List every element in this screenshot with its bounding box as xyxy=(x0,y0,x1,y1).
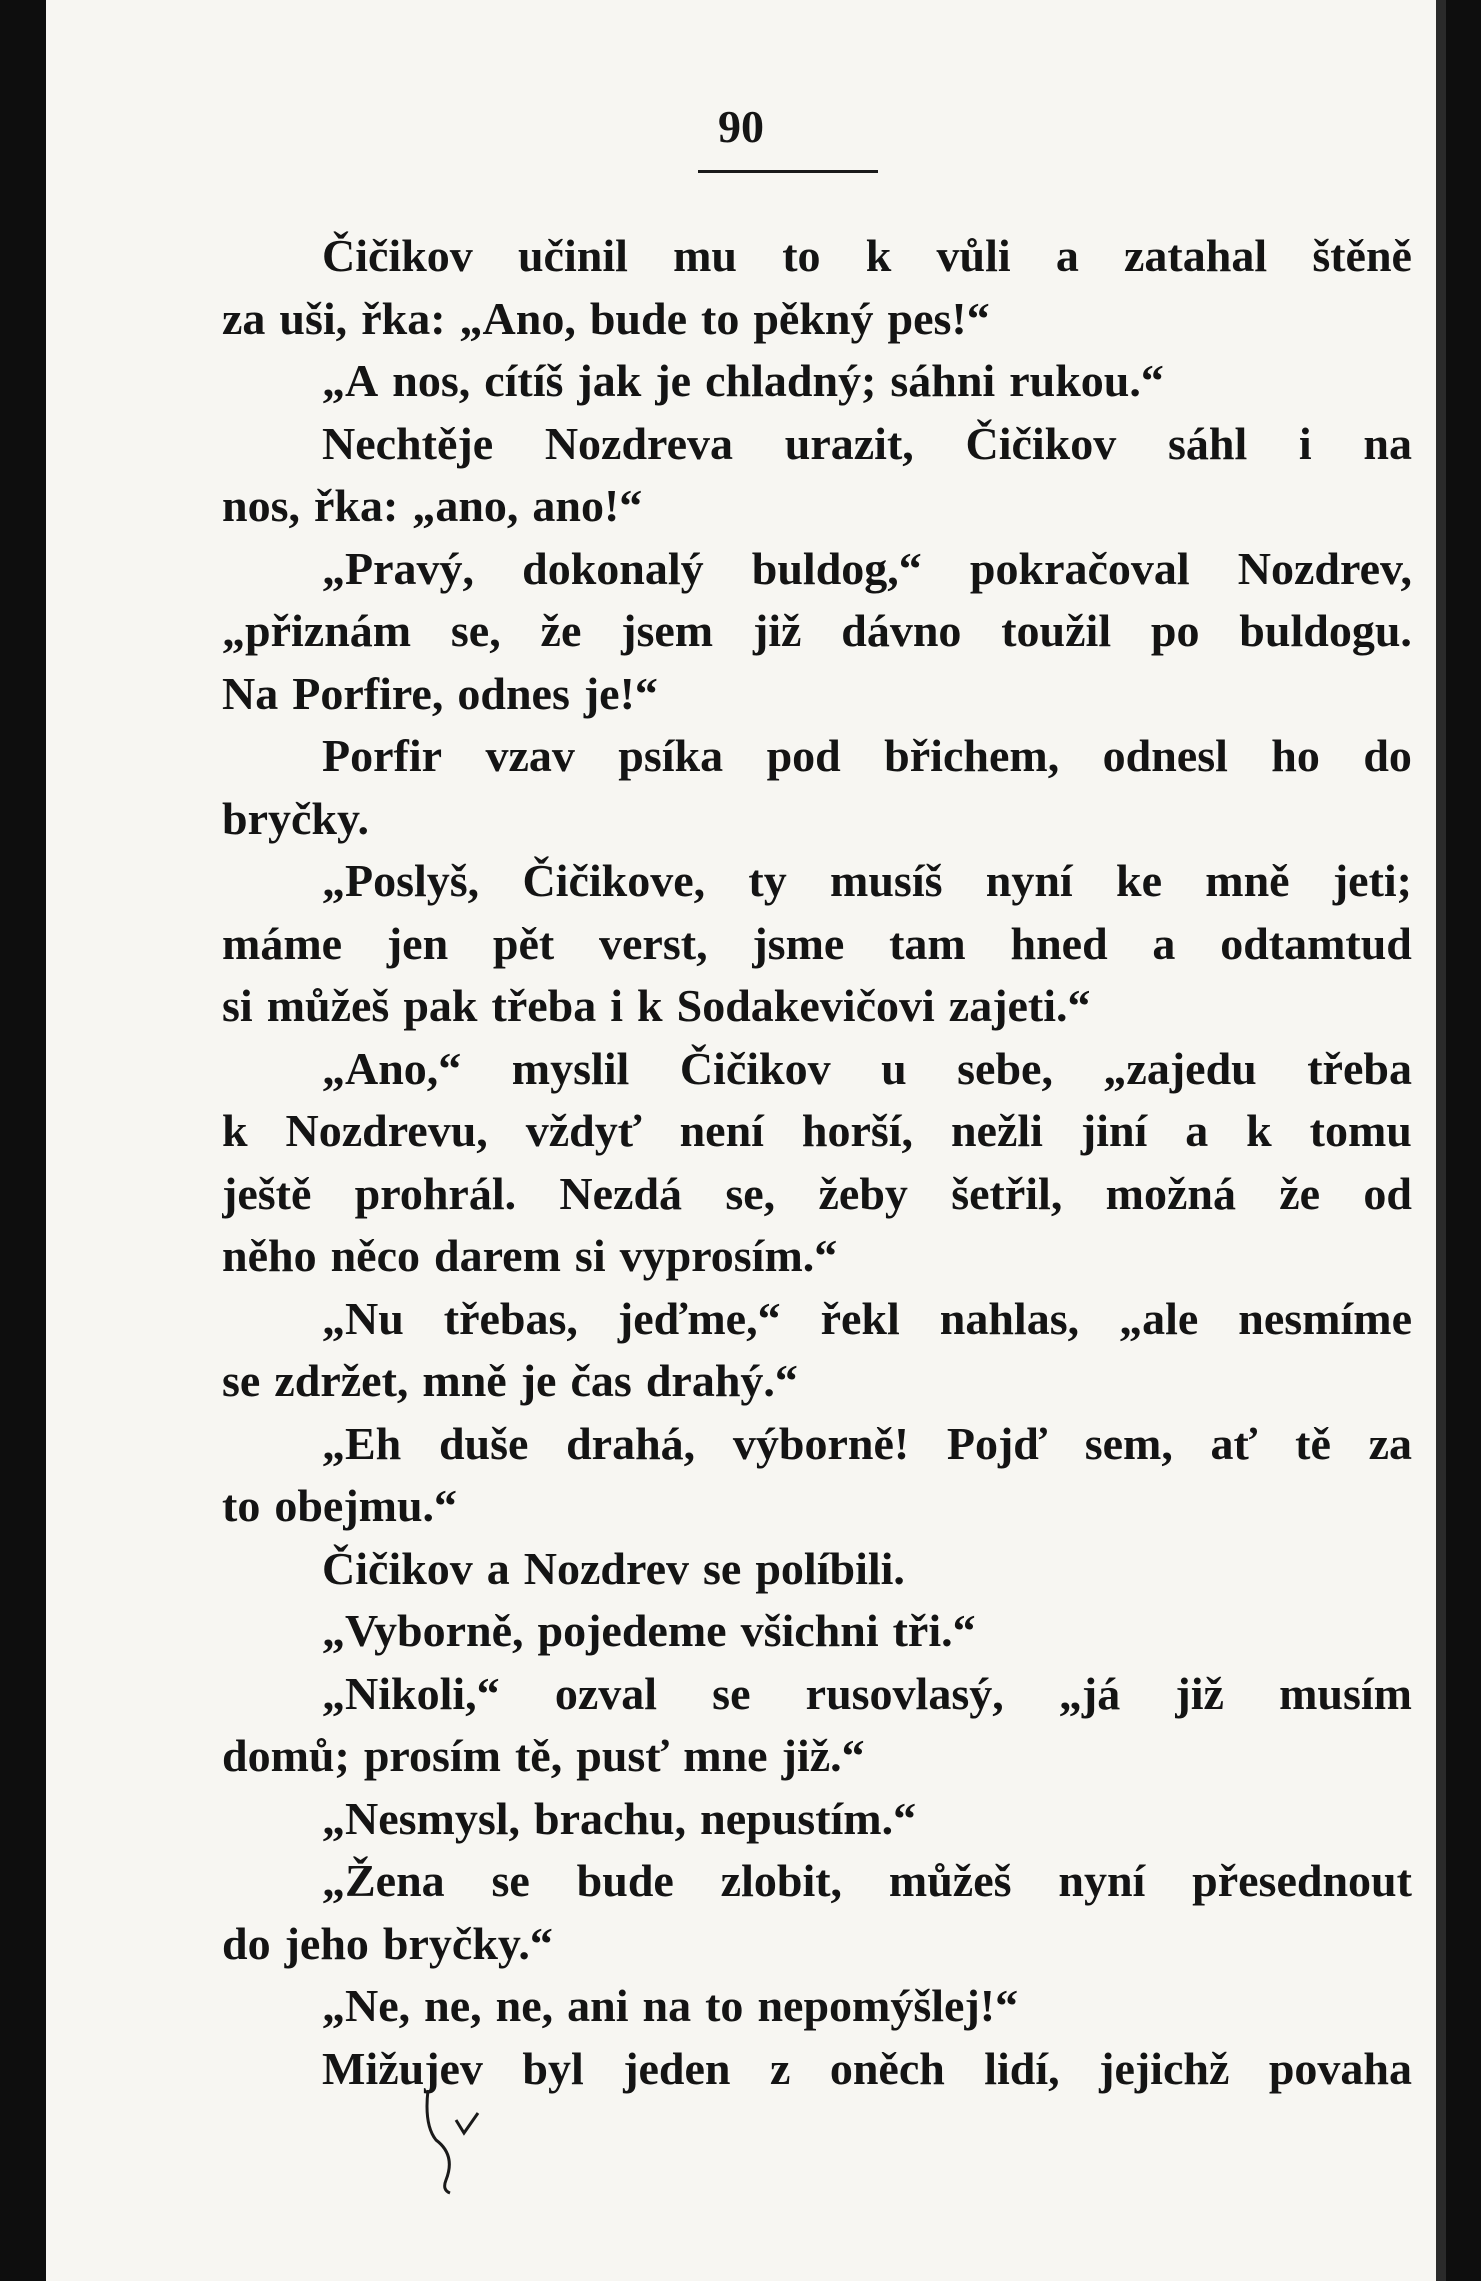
word: jeďme,“ xyxy=(617,1292,781,1344)
word: šetřil, xyxy=(951,1167,1063,1219)
word: musím xyxy=(1279,1667,1412,1719)
word: bryčky. xyxy=(222,792,369,844)
word: se xyxy=(703,1542,742,1594)
text-line xyxy=(222,1663,1412,1726)
text-line xyxy=(222,1600,1412,1663)
word: cítíš xyxy=(484,355,564,406)
word: možná xyxy=(1105,1167,1236,1219)
word: se xyxy=(491,1855,530,1906)
word: se, xyxy=(450,605,501,656)
word: „Eh xyxy=(322,1417,402,1469)
word: prohrál. xyxy=(354,1167,517,1219)
text-line xyxy=(222,1413,1412,1476)
word: že xyxy=(540,605,582,656)
word: odnes xyxy=(457,667,570,719)
text-line xyxy=(222,663,1412,726)
word: brachu, xyxy=(534,1792,687,1844)
word: k xyxy=(1246,1105,1272,1156)
word: myslil xyxy=(511,1042,630,1094)
word: pěkný xyxy=(753,292,874,344)
word: se xyxy=(712,1667,751,1719)
word: ani xyxy=(567,1980,629,2031)
word: mně xyxy=(1205,855,1290,906)
text-line xyxy=(222,975,1412,1038)
word: u xyxy=(881,1042,907,1094)
word: horší, xyxy=(801,1105,914,1156)
word: vyprosím.“ xyxy=(619,1230,838,1281)
word: třebas, xyxy=(443,1292,578,1344)
text-line xyxy=(222,1163,1412,1226)
word: do xyxy=(1363,730,1412,781)
text-line xyxy=(222,1538,1412,1601)
word: a xyxy=(1152,917,1176,969)
word: nos, xyxy=(392,355,471,406)
word: pes!“ xyxy=(887,292,990,344)
word: to xyxy=(705,1980,744,2031)
word: nepustím.“ xyxy=(700,1792,917,1844)
word: přesednout xyxy=(1192,1855,1412,1906)
word: jiní xyxy=(1080,1105,1148,1156)
word: dávno xyxy=(841,605,962,656)
word: zajeti.“ xyxy=(948,980,1091,1031)
word: verst, xyxy=(599,917,708,969)
word: sebe, xyxy=(957,1042,1053,1094)
word: drahá, xyxy=(566,1417,696,1469)
word: sáhni xyxy=(890,355,996,406)
word: bude xyxy=(576,1855,674,1906)
word: „Poslyš, xyxy=(322,855,480,906)
word: buldogu. xyxy=(1239,605,1412,656)
text-line xyxy=(222,1725,1412,1788)
word: můžeš xyxy=(888,1855,1012,1906)
word: všichni xyxy=(740,1605,879,1656)
word: po xyxy=(1150,605,1200,656)
word: nahlas, xyxy=(939,1292,1080,1344)
word: „Ano,“ xyxy=(322,1042,462,1094)
word: hned xyxy=(1010,917,1108,969)
word: „ale xyxy=(1119,1292,1199,1344)
word: je!“ xyxy=(583,667,658,719)
word: nyní xyxy=(985,855,1073,906)
word: je xyxy=(520,1355,557,1406)
word: ne, xyxy=(424,1980,482,2031)
word: od xyxy=(1363,1167,1412,1219)
word: něco xyxy=(330,1230,421,1281)
word: jsem xyxy=(621,605,714,656)
word: řka: xyxy=(361,292,446,344)
word: domů; xyxy=(222,1730,350,1781)
word: psíka xyxy=(618,730,724,781)
word: na xyxy=(1363,417,1412,469)
word: sáhl xyxy=(1167,417,1248,469)
word: ho xyxy=(1271,730,1320,781)
word: za xyxy=(1368,1417,1412,1469)
text-line xyxy=(222,788,1412,851)
word: něho xyxy=(222,1230,317,1281)
text-line xyxy=(222,1350,1412,1413)
page-number: 90 xyxy=(718,101,764,152)
word: do xyxy=(222,1917,271,1969)
word: Nozdrevu, xyxy=(285,1105,488,1156)
word: k xyxy=(865,230,892,281)
word: mne xyxy=(683,1730,768,1781)
word: a xyxy=(1185,1105,1209,1156)
word: ano!“ xyxy=(532,480,643,531)
word: Čičikov xyxy=(679,1042,831,1094)
word: „Nesmysl, xyxy=(322,1792,521,1844)
word: obejmu.“ xyxy=(274,1480,458,1531)
word: zlobit, xyxy=(720,1855,843,1906)
word: Nozdrev xyxy=(523,1542,690,1594)
word: Čičikov xyxy=(965,417,1117,469)
word: již.“ xyxy=(781,1730,865,1781)
word: k xyxy=(637,980,663,1031)
word: Sodakevičovi xyxy=(676,980,935,1031)
text-line xyxy=(222,725,1412,788)
word: pod xyxy=(766,730,841,781)
word: jejichž xyxy=(1099,2042,1230,2094)
word: rukou.“ xyxy=(1009,355,1164,406)
word: „ano, xyxy=(412,480,519,531)
text-line xyxy=(222,413,1412,476)
word: urazit, xyxy=(784,417,914,469)
word: tři.“ xyxy=(892,1605,976,1656)
word: jen xyxy=(386,917,449,969)
word: povaha xyxy=(1268,2042,1412,2094)
word: „Ano, xyxy=(459,292,576,344)
word: prosím xyxy=(363,1730,501,1781)
word: Nozdrev, xyxy=(1237,542,1412,594)
word: nos, xyxy=(222,480,300,531)
word: odnesl xyxy=(1102,730,1228,781)
word: a xyxy=(486,1542,510,1594)
word: to xyxy=(782,230,821,281)
word: že xyxy=(1279,1167,1321,1219)
word: „Nikoli,“ xyxy=(322,1667,500,1719)
word: musíš xyxy=(830,855,943,906)
text-line xyxy=(222,1475,1412,1538)
text-line xyxy=(222,225,1412,288)
word: Čičikove, xyxy=(522,855,706,906)
text-line xyxy=(222,1100,1412,1163)
word: „Ne, xyxy=(322,1980,411,2031)
word: zatahal xyxy=(1124,230,1268,281)
word: jeho xyxy=(284,1917,369,1969)
word: mně xyxy=(422,1355,507,1406)
text-line xyxy=(222,600,1412,663)
book-page xyxy=(46,0,1436,2281)
text-line xyxy=(222,1788,1412,1851)
word: políbili. xyxy=(755,1542,905,1594)
word: ještě xyxy=(222,1167,312,1219)
word: můžeš xyxy=(266,980,390,1031)
word: si xyxy=(574,1230,606,1281)
word: Čičikov xyxy=(322,1542,473,1594)
text-line xyxy=(222,350,1412,413)
word: ty xyxy=(748,855,787,906)
word: ozval xyxy=(554,1667,658,1719)
word: třeba xyxy=(491,980,597,1031)
word: si xyxy=(222,980,253,1031)
word: z xyxy=(769,2042,791,2094)
word: bryčky.“ xyxy=(382,1917,553,1969)
word: to xyxy=(222,1480,261,1531)
word: vůli xyxy=(936,230,1011,281)
text-line xyxy=(222,913,1412,976)
word: darem xyxy=(434,1230,561,1281)
word: již xyxy=(1175,1667,1224,1719)
word: štěně xyxy=(1312,230,1412,281)
word: byl xyxy=(522,2042,584,2094)
word: mu xyxy=(673,230,737,281)
header-rule xyxy=(698,170,878,173)
word: se xyxy=(222,1355,261,1406)
word: Nechtěje xyxy=(322,417,494,469)
word: duše xyxy=(438,1417,529,1469)
word: chladný; xyxy=(705,355,877,406)
word: „přiznám xyxy=(222,605,412,656)
word: Pojď xyxy=(946,1417,1048,1469)
word: i xyxy=(610,980,624,1031)
word: pak xyxy=(403,980,478,1031)
word: učinil xyxy=(517,230,628,281)
word: Mižujev xyxy=(322,2042,483,2094)
word: nepomýšlej!“ xyxy=(757,1980,1019,2031)
text-line xyxy=(222,1038,1412,1101)
text-line xyxy=(222,1225,1412,1288)
word: Porfire, xyxy=(292,667,444,719)
body-text xyxy=(222,225,1412,2100)
word: oněch xyxy=(829,2042,945,2094)
word: třeba xyxy=(1307,1042,1412,1094)
word: zdržet, xyxy=(274,1355,409,1406)
word: ať xyxy=(1210,1417,1258,1469)
word: řka: xyxy=(313,480,399,531)
word: toužil xyxy=(1001,605,1112,656)
word: nesmíme xyxy=(1238,1292,1412,1344)
word: se, xyxy=(725,1167,776,1219)
word: řekl xyxy=(820,1292,900,1344)
word: vzav xyxy=(485,730,575,781)
word: Nezdá xyxy=(559,1167,683,1219)
word: „Vyborně, xyxy=(322,1605,524,1656)
word: není xyxy=(679,1105,764,1156)
word: je xyxy=(655,355,692,406)
word: nyní xyxy=(1058,1855,1146,1906)
word: odtamtud xyxy=(1220,917,1412,969)
word: „já xyxy=(1058,1667,1121,1719)
word: „Nu xyxy=(322,1292,404,1344)
word: „zajedu xyxy=(1103,1042,1257,1094)
text-line xyxy=(222,2038,1412,2101)
pen-mark-icon xyxy=(416,2085,496,2195)
word: jeden xyxy=(623,2042,731,2094)
word: buldog,“ xyxy=(751,542,922,594)
word: sem, xyxy=(1084,1417,1173,1469)
word: nežli xyxy=(950,1105,1043,1156)
text-line xyxy=(222,1288,1412,1351)
word: drahý.“ xyxy=(645,1355,798,1406)
word: již xyxy=(752,605,802,656)
word: Čičikov xyxy=(322,230,473,281)
word: Porfir xyxy=(322,730,443,781)
word: „A xyxy=(322,355,379,406)
word: pět xyxy=(492,917,555,969)
word: vždyť xyxy=(525,1105,642,1156)
text-line xyxy=(222,475,1412,538)
word: a xyxy=(1055,230,1079,281)
word: to xyxy=(701,292,740,344)
text-line xyxy=(222,1913,1412,1976)
word: rusovlasý, xyxy=(805,1667,1004,1719)
word: tomu xyxy=(1309,1105,1412,1156)
text-line xyxy=(222,538,1412,601)
word: ne, xyxy=(495,1980,554,2031)
word: pojedeme xyxy=(537,1605,727,1656)
word: na xyxy=(642,1980,692,2031)
word: lidí, xyxy=(984,2042,1060,2094)
word: výborně! xyxy=(732,1417,910,1469)
word: k xyxy=(222,1105,248,1156)
word: za xyxy=(222,292,266,344)
word: tam xyxy=(889,917,966,969)
word: jsme xyxy=(752,917,845,969)
word: ke xyxy=(1115,855,1162,906)
word: pusť xyxy=(576,1730,670,1781)
word: tě xyxy=(1295,1417,1331,1469)
text-line xyxy=(222,1975,1412,2038)
word: čas xyxy=(570,1355,632,1406)
word: jeti; xyxy=(1332,855,1412,906)
word: Nozdreva xyxy=(544,417,734,469)
text-line xyxy=(222,1850,1412,1913)
word: břichem, xyxy=(884,730,1060,781)
text-line xyxy=(222,850,1412,913)
word: Na xyxy=(222,667,279,719)
word: bude xyxy=(589,292,687,344)
text-line xyxy=(222,288,1412,351)
word: dokonalý xyxy=(522,542,704,594)
word: jak xyxy=(577,355,642,406)
word: máme xyxy=(222,917,343,969)
word: tě, xyxy=(514,1730,563,1781)
word: uši, xyxy=(279,292,348,344)
page-edge xyxy=(1436,0,1446,2281)
word: „Pravý, xyxy=(322,542,475,594)
word: i xyxy=(1298,417,1312,469)
word: žeby xyxy=(818,1167,908,1219)
word: „Žena xyxy=(322,1855,445,1906)
word: pokračoval xyxy=(969,542,1190,594)
